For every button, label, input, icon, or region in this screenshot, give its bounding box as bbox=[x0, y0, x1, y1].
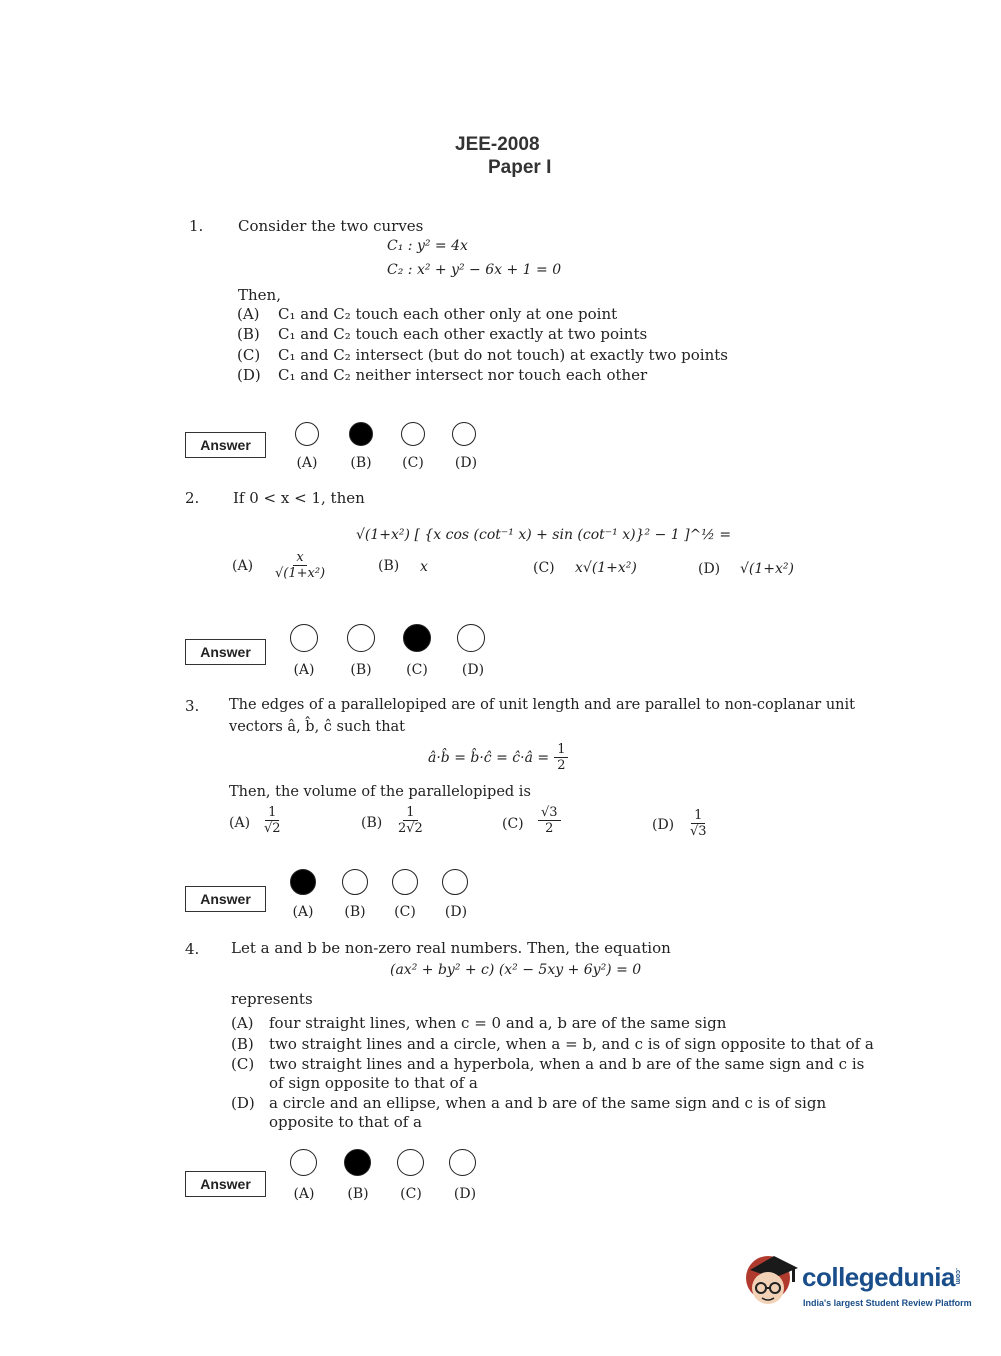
q3-option-d-label: (D) bbox=[652, 817, 675, 833]
q3-equation-fraction bbox=[554, 742, 568, 773]
q2-bubble-label-b: (B) bbox=[350, 662, 372, 678]
q2-bubble-label-a: (A) bbox=[293, 662, 315, 678]
q1-intro: Consider the two curves bbox=[238, 217, 424, 235]
q1-option-d-label: (D) bbox=[237, 366, 261, 384]
q3-option-c-den: 2 bbox=[545, 821, 554, 836]
q4-option-b-label: (B) bbox=[231, 1035, 254, 1053]
q4-bubble-label-b: (B) bbox=[347, 1186, 369, 1202]
q2-intro: If 0 < x < 1, then bbox=[233, 489, 365, 507]
q2-expression: √(1+x²) [ {x cos (cot⁻¹ x) + sin (cot⁻¹ x)}² − 1 ]^½ = bbox=[356, 527, 732, 543]
q1-bubble-a[interactable] bbox=[295, 422, 319, 446]
q4-represents: represents bbox=[231, 990, 313, 1008]
q3-number: 3. bbox=[185, 697, 200, 715]
q1-number: 1. bbox=[189, 217, 204, 235]
q3-option-d-fraction bbox=[690, 808, 707, 839]
q3-bubble-label-a: (A) bbox=[292, 904, 314, 920]
q3-answer-box: Answer bbox=[185, 886, 266, 912]
q2-option-a-label: (A) bbox=[232, 558, 254, 574]
q3-option-d-den: √3 bbox=[690, 824, 707, 839]
q2-option-b-text: x bbox=[420, 559, 428, 575]
q2-option-a-num: x bbox=[293, 550, 306, 566]
q1-bubble-label-c: (C) bbox=[402, 455, 424, 471]
q3-line1: The edges of a parallelopiped are of unit length and are parallel to non-coplanar unit bbox=[229, 697, 855, 713]
logo-tagline: India's largest Student Review Platform bbox=[803, 1298, 972, 1308]
q1-bubble-label-b: (B) bbox=[350, 455, 372, 471]
q2-bubble-a[interactable] bbox=[290, 624, 318, 652]
q3-equation-text: â·b̂ = b̂·ĉ = ĉ·â = bbox=[428, 750, 550, 766]
q2-option-c-label: (C) bbox=[533, 560, 555, 576]
q3-option-c-fraction bbox=[538, 805, 561, 836]
logo-name: collegedunia bbox=[802, 1262, 955, 1292]
q1-bubble-c[interactable] bbox=[401, 422, 425, 446]
q3-option-b-den: 2√2 bbox=[398, 821, 423, 836]
q3-option-b-num: 1 bbox=[403, 805, 417, 821]
q1-option-a-label: (A) bbox=[237, 305, 260, 323]
q4-bubble-label-a: (A) bbox=[293, 1186, 315, 1202]
q2-option-b-label: (B) bbox=[378, 558, 400, 574]
q2-bubble-label-c: (C) bbox=[406, 662, 428, 678]
q4-intro: Let a and b be non-zero real numbers. Then, the equation bbox=[231, 939, 671, 957]
q4-option-c-label: (C) bbox=[231, 1055, 255, 1073]
q4-option-b-text: two straight lines and a circle, when a = b, and c is of sign opposite to that of a bbox=[269, 1035, 874, 1053]
q2-number: 2. bbox=[185, 489, 200, 507]
q2-option-a-den: √(1+x²) bbox=[275, 566, 326, 581]
q3-option-a-label: (A) bbox=[229, 815, 251, 831]
q2-option-d-text: √(1+x²) bbox=[740, 561, 794, 577]
q4-option-d-text: a circle and an ellipse, when a and b are of the same sign and c is of sign bbox=[269, 1094, 827, 1112]
page-title: JEE-2008 bbox=[455, 134, 540, 155]
q1-bubble-label-d: (D) bbox=[454, 455, 478, 471]
q1-option-c-label: (C) bbox=[237, 346, 261, 364]
q3-option-a-fraction bbox=[264, 805, 281, 836]
q4-bubble-a[interactable] bbox=[290, 1149, 317, 1176]
q3-option-b-label: (B) bbox=[361, 815, 383, 831]
page-subtitle: Paper I bbox=[488, 157, 552, 178]
logo-suffix: .com bbox=[954, 1268, 961, 1285]
q3-option-a-den: √2 bbox=[264, 821, 281, 836]
q4-equation: (ax² + by² + c) (x² − 5xy + 6y²) = 0 bbox=[390, 962, 642, 978]
q2-option-c-text: x√(1+x²) bbox=[575, 560, 637, 576]
q3-option-a-num: 1 bbox=[265, 805, 279, 821]
q2-option-d-label: (D) bbox=[698, 561, 721, 577]
q1-bubble-label-a: (A) bbox=[296, 455, 318, 471]
q1-option-b-label: (B) bbox=[237, 325, 260, 343]
q3-bubble-d[interactable] bbox=[442, 869, 468, 895]
q3-then: Then, the volume of the parallelopiped is bbox=[229, 784, 531, 800]
q3-bubble-label-d: (D) bbox=[444, 904, 468, 920]
q1-then: Then, bbox=[238, 286, 281, 304]
q2-option-a-fraction bbox=[275, 550, 325, 581]
q1-curve-c1: C₁ : y² = 4x bbox=[387, 238, 468, 254]
q3-eq-den: 2 bbox=[557, 758, 566, 773]
q2-bubble-label-d: (D) bbox=[461, 662, 485, 678]
q3-bubble-b[interactable] bbox=[342, 869, 368, 895]
q4-option-d-text-cont: opposite to that of a bbox=[269, 1113, 422, 1131]
q4-option-d-label: (D) bbox=[231, 1094, 255, 1112]
q3-option-c-label: (C) bbox=[502, 816, 524, 832]
q1-curve-c2: C₂ : x² + y² − 6x + 1 = 0 bbox=[387, 262, 562, 278]
q3-eq-num: 1 bbox=[554, 742, 568, 758]
q2-bubble-b[interactable] bbox=[347, 624, 375, 652]
q3-bubble-a[interactable] bbox=[290, 869, 316, 895]
collegedunia-logo[interactable] bbox=[742, 1248, 972, 1318]
q3-option-c-num: √3 bbox=[538, 805, 561, 821]
q4-option-c-text: two straight lines and a hyperbola, when a and b are of the same sign and c is bbox=[269, 1055, 865, 1073]
q2-bubble-c[interactable] bbox=[403, 624, 431, 652]
q4-bubble-label-c: (C) bbox=[400, 1186, 422, 1202]
mascot-icon bbox=[742, 1248, 802, 1312]
q1-option-d-text: C₁ and C₂ neither intersect nor touch each other bbox=[278, 366, 648, 384]
q4-bubble-b[interactable] bbox=[344, 1149, 371, 1176]
q3-bubble-label-b: (B) bbox=[344, 904, 366, 920]
q1-bubble-d[interactable] bbox=[452, 422, 476, 446]
q3-option-b-fraction bbox=[398, 805, 423, 836]
q3-equation bbox=[428, 742, 568, 773]
q4-option-c-text-cont: of sign opposite to that of a bbox=[269, 1074, 478, 1092]
q3-bubble-label-c: (C) bbox=[394, 904, 416, 920]
q4-option-a-label: (A) bbox=[231, 1014, 254, 1032]
q4-number: 4. bbox=[185, 940, 200, 958]
q4-answer-box: Answer bbox=[185, 1171, 266, 1197]
q3-option-d-num: 1 bbox=[691, 808, 705, 824]
q3-line2: vectors â, b̂, ĉ such that bbox=[229, 719, 406, 735]
q1-option-a-text: C₁ and C₂ touch each other only at one point bbox=[278, 305, 618, 323]
q4-bubble-d[interactable] bbox=[449, 1149, 476, 1176]
q1-option-c-text: C₁ and C₂ intersect (but do not touch) at exactly two points bbox=[278, 346, 728, 364]
q1-answer-box: Answer bbox=[185, 432, 266, 458]
q2-answer-box: Answer bbox=[185, 639, 266, 665]
q3-bubble-c[interactable] bbox=[392, 869, 418, 895]
q4-bubble-c[interactable] bbox=[397, 1149, 424, 1176]
q2-bubble-d[interactable] bbox=[457, 624, 485, 652]
q1-bubble-b[interactable] bbox=[349, 422, 373, 446]
q4-option-a-text: four straight lines, when c = 0 and a, b are of the same sign bbox=[269, 1014, 727, 1032]
q1-option-b-text: C₁ and C₂ touch each other exactly at two points bbox=[278, 325, 648, 343]
q4-bubble-label-d: (D) bbox=[453, 1186, 477, 1202]
